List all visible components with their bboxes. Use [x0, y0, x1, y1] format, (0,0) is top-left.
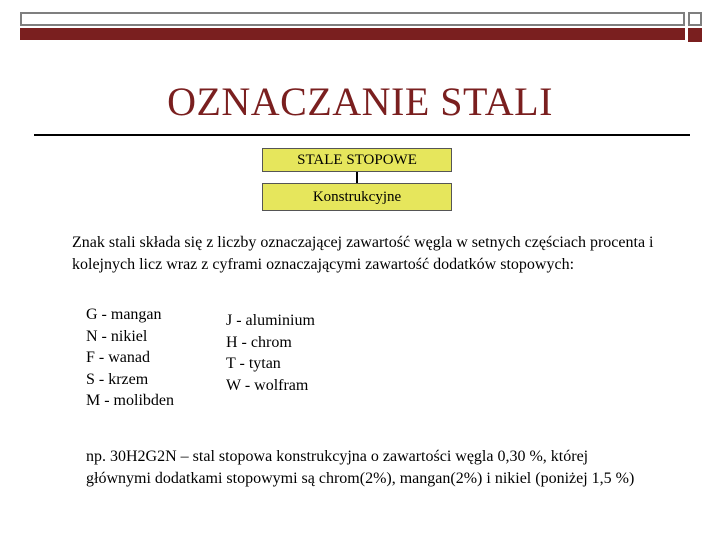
list-item: M - molibden	[86, 392, 174, 409]
corner-square-outline	[688, 12, 702, 26]
list-item: T - tytan	[226, 355, 281, 372]
intro-paragraph: Znak stali składa się z liczby oznaczającej zawartość węgla w setnych częściach procenta i kolejnych licz wraz z cyframi oznaczającymi zawartość dodatków stopowych:	[72, 234, 654, 273]
header-bar-filled	[20, 28, 685, 40]
title-underline	[34, 134, 690, 136]
example-paragraph: np. 30H2G2N – stal stopowa konstrukcyjna o zawartości węgla 0,30 %, której głównymi dodatkami stopowymi są chrom(2%), mangan(2%) i nikiel (poniżej 1,5 %)	[86, 448, 635, 487]
list-item: G - mangan	[86, 306, 162, 323]
list-item: S - krzem	[86, 370, 149, 388]
list-item: N - nikiel	[86, 327, 148, 345]
box-stale-stopowe: STALE STOPOWE	[262, 148, 452, 172]
list-item: J - aluminium	[226, 312, 315, 329]
box-connector	[356, 172, 358, 183]
list-item: W - wolfram	[226, 376, 309, 394]
corner-square-filled	[688, 28, 702, 42]
element-list-right	[226, 310, 315, 396]
slide-title: OZNACZANIE STALI	[167, 79, 553, 124]
header-bar-outline	[20, 12, 685, 26]
list-item: F - wanad	[86, 349, 150, 366]
list-item: H - chrom	[226, 333, 292, 351]
box-konstrukcyjne: Konstrukcyjne	[262, 183, 452, 211]
element-list-left	[86, 304, 174, 412]
